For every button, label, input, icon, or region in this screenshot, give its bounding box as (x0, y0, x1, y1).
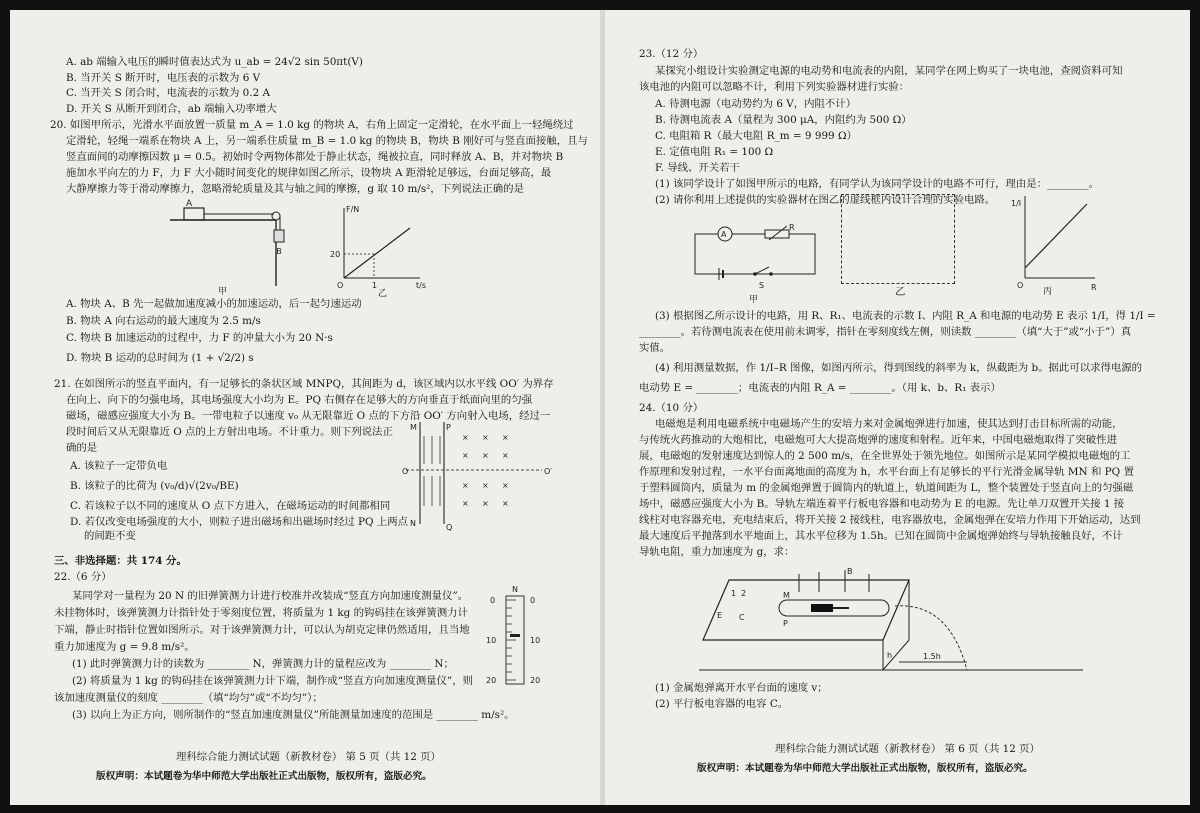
q23-sub-4: (4) 利用测量数据，作 1/I–R 图像，如图丙所示，得到图线的斜率为 k，纵截距为 b。据此可以求得电源的 (655, 362, 1143, 374)
q20-stem-line: 定滑轮，轻绳一端系在物块 A 上，另一端系住质量 m_B = 1.0 kg 的物块 B，物块 B 刚好可与竖直面接触，且与 (66, 135, 588, 147)
q21-stem-line: 磁场，磁感应强度大小为 B。一带电粒子以速度 v₀ 从无限靠近 O 点的下方沿 OO′ 方向射入电场，经过一 (66, 410, 551, 422)
svg-text:×: × (482, 499, 489, 508)
q20-option-a: A. 物块 A、B 先一起做加速度减小的加速运动，后一起匀速运动 (66, 298, 362, 310)
svg-text:N: N (410, 519, 416, 528)
q23-sub-4-cont: 电动势 E = ________；电流表的内阻 R_A = ________。（用 k、b、R₁ 表示） (639, 382, 1001, 394)
q20-stem-line: 大静摩擦力等于滑动摩擦力，忽略滑轮质量及其与轴之间的摩擦，g 取 10 m/s²，下列说法正确的是 (66, 183, 524, 195)
svg-text:M: M (783, 591, 790, 600)
svg-text:h: h (887, 651, 893, 660)
q24-stem-line: 最大速度后平抛落到水平地面上，其水平位移为 1.5h。已知在圆筒中金属炮弹始终与导轨接触良好，不计 (639, 530, 1123, 542)
q23-circuit-jia (685, 224, 835, 306)
q24-stem-line: 线柱对电容器充电，充电结束后，将开关接 2 接线柱，电容器放电，金属炮弹在安培力作用下开始运动，达到 (639, 514, 1141, 526)
svg-text:M: M (410, 423, 417, 432)
q21-stem-line: 在向上、向下的匀强电场，其电场强度大小均为 E。PQ 右侧存在足够大的方向垂直于纸面向里的匀强 (66, 394, 533, 406)
q23-design-box-yi (841, 194, 955, 284)
svg-text:×: × (502, 433, 509, 442)
svg-text:×: × (482, 481, 489, 490)
svg-text:R: R (1091, 283, 1097, 292)
q23-item-f: F. 导线、开关若干 (655, 162, 740, 174)
svg-text:B: B (276, 247, 282, 256)
q23-item-c: C. 电阻箱 R（最大电阻 R_m = 9 999 Ω） (655, 130, 857, 142)
svg-text:1.5h: 1.5h (923, 652, 941, 661)
q22-sub-2: (2) 将质量为 1 kg 的钩码挂在该弹簧测力计下端，制作成“竖直方向加速度测量仪”，则 (72, 675, 473, 687)
svg-text:20: 20 (486, 676, 497, 685)
q22-stem-line: 未挂物体时，该弹簧测力计指针处于零刻度位置，将质量为 1 kg 的钩码挂在该弹簧测力计 (54, 607, 468, 619)
svg-text:×: × (462, 433, 469, 442)
svg-text:A: A (721, 230, 727, 239)
q22-spring-scale (470, 584, 560, 694)
svg-text:Q: Q (446, 523, 453, 532)
q24-stem-line: 于塑料圆筒内，质量为 m 的金属炮弹置于圆筒内的轨道上，轨道间距为 L，整个装置处于竖直向上的匀强磁 (639, 482, 1134, 494)
q24-sub-2: (2) 平行板电容器的电容 C。 (655, 698, 789, 710)
svg-text:甲: 甲 (749, 295, 759, 305)
q20-stem-line: 20. 如图甲所示，光滑水平面放置一质量 m_A = 1.0 kg 的物块 A，右角上固定一定滑轮，在水平面上一轻绳绕过 (50, 119, 574, 131)
q23-sub-1: (1) 该同学设计了如图甲所示的电路，有同学认为该同学设计的电路不可行，理由是：________。 (655, 178, 1100, 190)
q24-stem-line: 与传统火药推动的大炮相比，电磁炮可大大提高炮弹的速度和射程。近年来，中国电磁炮取得了突破性进 (639, 434, 1117, 446)
q21-option-c: C. 若该粒子以不同的速度从 O 点下方进入，在磁场运动的时间都相同 (70, 500, 391, 512)
svg-text:t/s: t/s (416, 281, 426, 290)
q23-yi-label: 乙 (895, 286, 906, 298)
svg-text:S: S (759, 281, 765, 290)
svg-text:0: 0 (530, 596, 536, 605)
svg-text:×: × (502, 481, 509, 490)
q22-stem-line: 重力加速度为 g = 9.8 m/s²。 (54, 641, 195, 653)
q20-option-c: C. 物块 B 加速运动的过程中，力 F 的冲量大小为 20 N·s (66, 332, 333, 344)
svg-text:1/I: 1/I (1011, 199, 1022, 208)
svg-text:×: × (482, 433, 489, 442)
q20-option-d: D. 物块 B 运动的总时间为 (1 + √2/2) s (66, 352, 254, 364)
q21-option-a: A. 该粒子一定带负电 (70, 460, 168, 472)
q23-heading: 23.（12 分） (639, 48, 704, 60)
q22-sub-1: (1) 此时弹簧测力计的读数为 ________ N，弹簧测力计的量程应改为 ________ N； (72, 658, 454, 670)
svg-text:×: × (462, 481, 469, 490)
page-5-copyright: 版权声明：本试题卷为华中师范大学出版社正式出版物，版权所有，盗版必究。 (96, 770, 432, 782)
q21-stem-line: 21. 在如图所示的竖直平面内，有一足够长的条状区域 MNPQ，其间距为 d，该区域内以水平线 OO′ 为界存 (54, 378, 554, 390)
q22-heading: 22.（6 分） (54, 571, 112, 583)
svg-text:N: N (512, 585, 518, 594)
q23-sub-2: (2) 请你利用上述提供的实验器材在图乙的虚线框内设计合理的实验电路。 (655, 194, 996, 206)
svg-text:1: 1 (372, 281, 378, 290)
svg-text:乙: 乙 (378, 289, 388, 297)
svg-text:甲: 甲 (218, 287, 228, 296)
q24-stem-line: 场中，磁感应强度大小为 B。导轨左端连着平行板电容器和电动势为 E 的电源。先让单刀双置开关接 1 接 (639, 498, 1125, 510)
q20-stem-line: 竖直面间的动摩擦因数 μ = 0.5。初始时令两物体都处于静止状态，绳被拉直，同时释放 A、B，并对物块 B (66, 151, 564, 163)
q21-option-d-cont: 的间距不变 (84, 530, 136, 542)
q19-option-a: A. ab 端输入电压的瞬时值表达式为 u_ab = 24√2 sin 50πt(V) (66, 56, 363, 68)
svg-text:P: P (783, 619, 788, 628)
page-5 (10, 10, 600, 805)
q23-stem-line: 某探究小组设计实验测定电源的电动势和电流表的内阻，某同学在网上购买了一块电池，查阅资料可知 (655, 65, 1123, 77)
q20-figure-yi-graph (320, 202, 430, 297)
svg-text:O: O (402, 467, 409, 476)
page-6-copyright: 版权声明：本试题卷为华中师范大学出版社正式出版物，版权所有，盗版必究。 (697, 762, 1033, 774)
q21-stem-line: 确的是 (66, 442, 98, 454)
q22-stem-line: 某同学对一量程为 20 N 的旧弹簧测力计进行校准并改装成“竖直方向加速度测量仪”。 (72, 590, 469, 602)
q24-stem-line: 作原理和发射过程，一水平台面离地面的高度为 h，水平台面上有足够长的平行光滑金属导轨 MN 和 PQ 置 (639, 466, 1134, 478)
q24-railgun-figure (699, 562, 1089, 680)
svg-text:O: O (1017, 281, 1024, 290)
q21-option-d: D. 若仅改变电场强度的大小，则粒子进出磁场和出磁场时经过 PQ 上两点 (70, 516, 409, 528)
q19-option-b: B. 当开关 S 断开时，电压表的示数为 6 V (66, 72, 261, 84)
q23-sub-3: (3) 根据图乙所示设计的电路，用 R、R₁、电流表的示数 I、内阻 R_A 和电源的电动势 E 表示 1/I，得 1/I = (655, 310, 1156, 322)
page-5-footer: 理科综合能力测试试题（新教材卷） 第 5 页（共 12 页） (176, 751, 441, 764)
svg-text:R: R (789, 224, 795, 232)
svg-text:O′: O′ (544, 467, 553, 476)
svg-text:2: 2 (741, 589, 747, 598)
svg-text:×: × (462, 499, 469, 508)
q24-stem-line: 电磁炮是利用电磁系统中电磁场产生的安培力来对金属炮弹进行加速，使其达到打击目标所需的动能， (655, 418, 1123, 430)
svg-text:×: × (462, 451, 469, 460)
page-6-footer: 理科综合能力测试试题（新教材卷） 第 6 页（共 12 页） (775, 743, 1040, 756)
q21-option-b: B. 该粒子的比荷为 (v₀/d)√(2v₀/BE) (70, 480, 239, 492)
section-3-heading: 三、非选择题：共 174 分。 (54, 555, 187, 567)
svg-text:A: A (186, 199, 193, 209)
svg-text:O: O (337, 281, 344, 290)
q22-stem-line: 下端，静止时指针位置如图所示。对于该弹簧测力计，可以认为胡克定律仍然适用，且当地 (54, 624, 470, 636)
svg-text:C: C (739, 613, 745, 622)
svg-text:20: 20 (330, 250, 341, 259)
svg-text:10: 10 (530, 636, 541, 645)
svg-text:1: 1 (731, 589, 737, 598)
svg-text:×: × (502, 499, 509, 508)
q20-figure-jia (160, 196, 290, 296)
page-6 (605, 10, 1190, 805)
q24-heading: 24.（10 分） (639, 402, 704, 414)
q19-option-d: D. 开关 S 从断开到闭合，ab 端输入功率增大 (66, 103, 277, 115)
q24-stem-line: 展，电磁炮的发射速度达到惊人的 2 500 m/s，在全世界处于领先地位。如图所示是某同学模拟电磁炮的工 (639, 450, 1131, 462)
q22-sub-3: (3) 以向上为正方向，则所制作的“竖直加速度测量仪”所能测量加速度的范围是 ________ m/s²。 (72, 709, 515, 721)
q23-sub-3-cont: 实值。 (639, 342, 671, 354)
svg-text:0: 0 (490, 596, 496, 605)
q23-item-b: B. 待测电流表 A（量程为 300 μA，内阻约为 500 Ω） (655, 114, 912, 126)
q19-option-c: C. 当开关 S 闭合时，电流表的示数为 0.2 A (66, 87, 271, 99)
svg-text:E: E (717, 611, 723, 620)
q22-sub-2-cont: 该加速度测量仪的刻度 ________（填“均匀”或“不均匀”）； (54, 692, 323, 704)
q24-stem-line: 导轨电阻，重力加速度为 g，求： (639, 546, 795, 558)
q23-item-e: E. 定值电阻 R₁ = 100 Ω (655, 146, 774, 158)
q23-stem-line: 该电池的内阻可以忽略不计，利用下列实验器材进行实验： (639, 81, 910, 93)
q20-option-b: B. 物块 A 向右运动的最大速度为 2.5 m/s (66, 315, 261, 327)
q21-field-figure (402, 416, 562, 534)
q21-stem-line: 段时间后又从无限靠近 O 点的上方射出电场。不计重力。则下列说法正 (66, 426, 393, 438)
q24-sub-1: (1) 金属炮弹离开水平台面的速度 v； (655, 682, 828, 694)
q23-item-a: A. 待测电源（电动势约为 6 V，内阻不计） (655, 98, 857, 110)
svg-text:×: × (502, 451, 509, 460)
svg-text:10: 10 (486, 636, 497, 645)
q23-sub-3-cont: ________。若待测电流表在使用前未调零，指针在零刻度线左侧，则读数 ________（填“大于”或“小于”）真 (639, 326, 1132, 338)
exam-sheet (10, 10, 1190, 805)
svg-text:F/N: F/N (346, 205, 360, 214)
svg-text:丙: 丙 (1043, 287, 1053, 297)
svg-text:×: × (482, 451, 489, 460)
svg-text:B: B (847, 567, 853, 576)
svg-text:20: 20 (530, 676, 541, 685)
q20-stem-line: 施加水平向左的力 F，力 F 大小随时间变化的规律如图乙所示，设物块 A 距滑轮足够远，台面足够高，最 (66, 167, 552, 179)
svg-text:P: P (446, 423, 451, 432)
q23-graph-bing (1003, 190, 1103, 300)
